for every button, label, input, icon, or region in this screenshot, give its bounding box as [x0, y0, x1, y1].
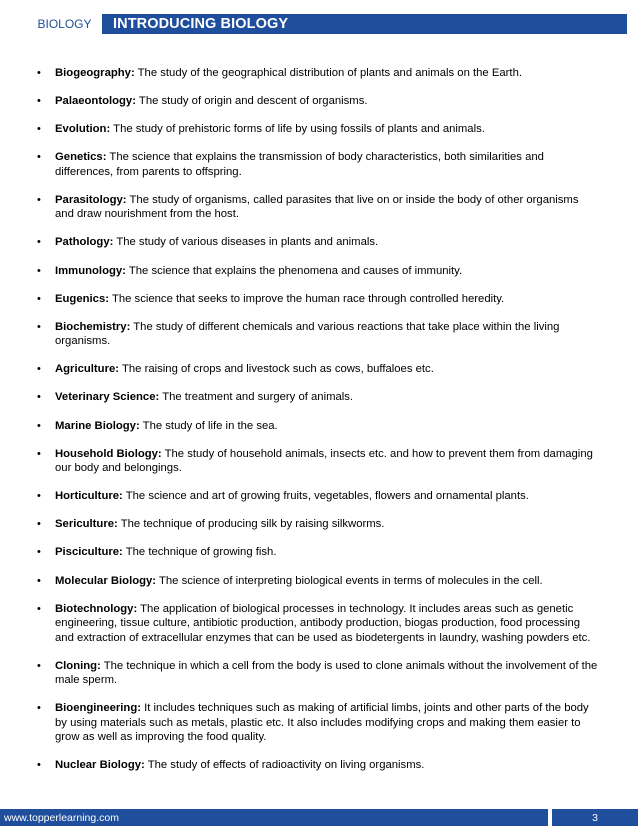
item-term: Immunology:	[55, 264, 126, 277]
item-term: Sericulture:	[55, 518, 118, 531]
bullet-icon: •	[37, 659, 41, 672]
item-term: Parasitology:	[55, 193, 127, 206]
item-description: The science and art of growing fruits, vegetables, flowers and ornamental plants.	[125, 490, 529, 503]
bullet-icon: •	[37, 759, 41, 772]
bullet-icon: •	[37, 320, 41, 333]
item-description: The science that seeks to improve the human race through controlled heredity.	[111, 292, 505, 305]
bullet-icon: •	[37, 419, 41, 432]
bullet-icon: •	[37, 151, 41, 164]
item-term: Nuclear Biology:	[55, 759, 145, 772]
item-term: Veterinary Science:	[55, 391, 160, 404]
list-item	[0, 150, 638, 179]
item-term: Palaeontology:	[55, 95, 136, 108]
list-item	[0, 66, 638, 81]
list-item	[0, 602, 638, 646]
bullet-icon: •	[37, 67, 41, 79]
footer-url[interactable]: www.topperlearning.com	[0, 809, 548, 826]
list-item	[0, 235, 638, 250]
item-term: Horticulture:	[55, 490, 123, 503]
list-item	[0, 193, 638, 222]
list-item	[0, 419, 638, 434]
bullet-icon: •	[37, 391, 41, 404]
list-item	[0, 362, 638, 377]
item-term: Eugenics:	[55, 292, 109, 305]
list-item	[0, 292, 638, 307]
bullet-icon: •	[37, 490, 41, 503]
item-description: The study of organisms, called parasites that live on or inside the body of other organisms and draw nourishment from the host.	[55, 193, 579, 221]
item-term: Biochemistry:	[55, 320, 131, 333]
header-title: INTRODUCING BIOLOGY	[105, 14, 627, 34]
list-item	[0, 701, 638, 745]
list-item	[0, 545, 638, 560]
item-description: The technique of producing silk by raising silkworms.	[120, 518, 385, 531]
item-description: The study of effects of radioactivity on living organisms.	[147, 759, 425, 772]
page-number: 3	[552, 809, 638, 826]
bullet-icon: •	[37, 602, 41, 615]
item-term: Genetics:	[55, 151, 107, 164]
bullet-icon: •	[37, 292, 41, 305]
bullet-icon: •	[37, 95, 41, 108]
list-item	[0, 517, 638, 532]
bullet-icon: •	[37, 518, 41, 531]
item-description: The technique of growing fish.	[125, 546, 277, 559]
item-description: The study of the geographical distribution of plants and animals on the Earth.	[137, 67, 522, 79]
bullet-icon: •	[37, 193, 41, 206]
header-subject: BIOLOGY	[27, 14, 105, 34]
item-term: Biogeography:	[55, 67, 135, 79]
item-description: It includes techniques such as making of artificial limbs, joints and other parts of the body by using materials such as metals, plastic etc. It also includes modifying crops and making them easier to grow as well as improving the food quality.	[55, 702, 589, 744]
list-item	[0, 758, 638, 773]
list-item	[0, 94, 638, 109]
bullet-icon: •	[37, 702, 41, 715]
list-item	[0, 447, 638, 476]
bullet-icon: •	[37, 264, 41, 277]
item-description: The study of prehistoric forms of life by using fossils of plants and animals.	[113, 123, 485, 136]
item-term: Molecular Biology:	[55, 574, 157, 587]
bullet-icon: •	[37, 363, 41, 376]
topic-list	[0, 66, 638, 773]
item-description: The study of household animals, insects etc. and how to prevent them from damaging our body and belongings.	[55, 447, 593, 475]
item-term: Biotechnology:	[55, 602, 138, 615]
item-term: Marine Biology:	[55, 419, 140, 432]
bullet-icon: •	[37, 546, 41, 559]
bullet-icon: •	[37, 447, 41, 460]
item-term: Pathology:	[55, 236, 114, 249]
item-description: The science of interpreting biological events in terms of molecules in the cell.	[159, 574, 543, 587]
bullet-icon: •	[37, 236, 41, 249]
item-description: The science that explains the transmission of body characteristics, both similarities and differences, from parents to offspring.	[55, 151, 544, 178]
list-item	[0, 264, 638, 279]
list-item	[0, 659, 638, 688]
list-item	[0, 122, 638, 137]
item-term: Evolution:	[55, 123, 111, 136]
document-body	[0, 66, 638, 786]
item-term: Bioengineering:	[55, 702, 141, 715]
item-description: The application of biological processes in technology. It includes areas such as genetic engineering, tissue culture, antibiotic production, antibody production, biogas production, food processing and extraction of extracellular enzymes that can be used as biodetergents in laundry, washing powders etc.	[55, 602, 591, 644]
item-term: Pisciculture:	[55, 546, 123, 559]
list-item	[0, 320, 638, 349]
item-description: The treatment and surgery of animals.	[162, 391, 354, 404]
list-item	[0, 390, 638, 405]
list-item	[0, 489, 638, 504]
item-description: The study of various diseases in plants and animals.	[116, 236, 379, 249]
item-term: Cloning:	[55, 659, 101, 672]
page-footer	[0, 809, 638, 826]
item-term: Agriculture:	[55, 363, 120, 376]
page-header	[27, 14, 627, 34]
bullet-icon: •	[37, 574, 41, 587]
item-description: The technique in which a cell from the body is used to clone animals without the involvement of the male sperm.	[55, 659, 598, 687]
item-description: The study of origin and descent of organisms.	[138, 95, 368, 108]
list-item	[0, 574, 638, 589]
item-description: The study of different chemicals and various reactions that take place within the living organisms.	[55, 320, 560, 348]
item-term: Household Biology:	[55, 447, 162, 460]
item-description: The science that explains the phenomena and causes of immunity.	[128, 264, 463, 277]
bullet-icon: •	[37, 123, 41, 136]
item-description: The study of life in the sea.	[142, 419, 278, 432]
item-description: The raising of crops and livestock such as cows, buffaloes etc.	[121, 363, 434, 376]
